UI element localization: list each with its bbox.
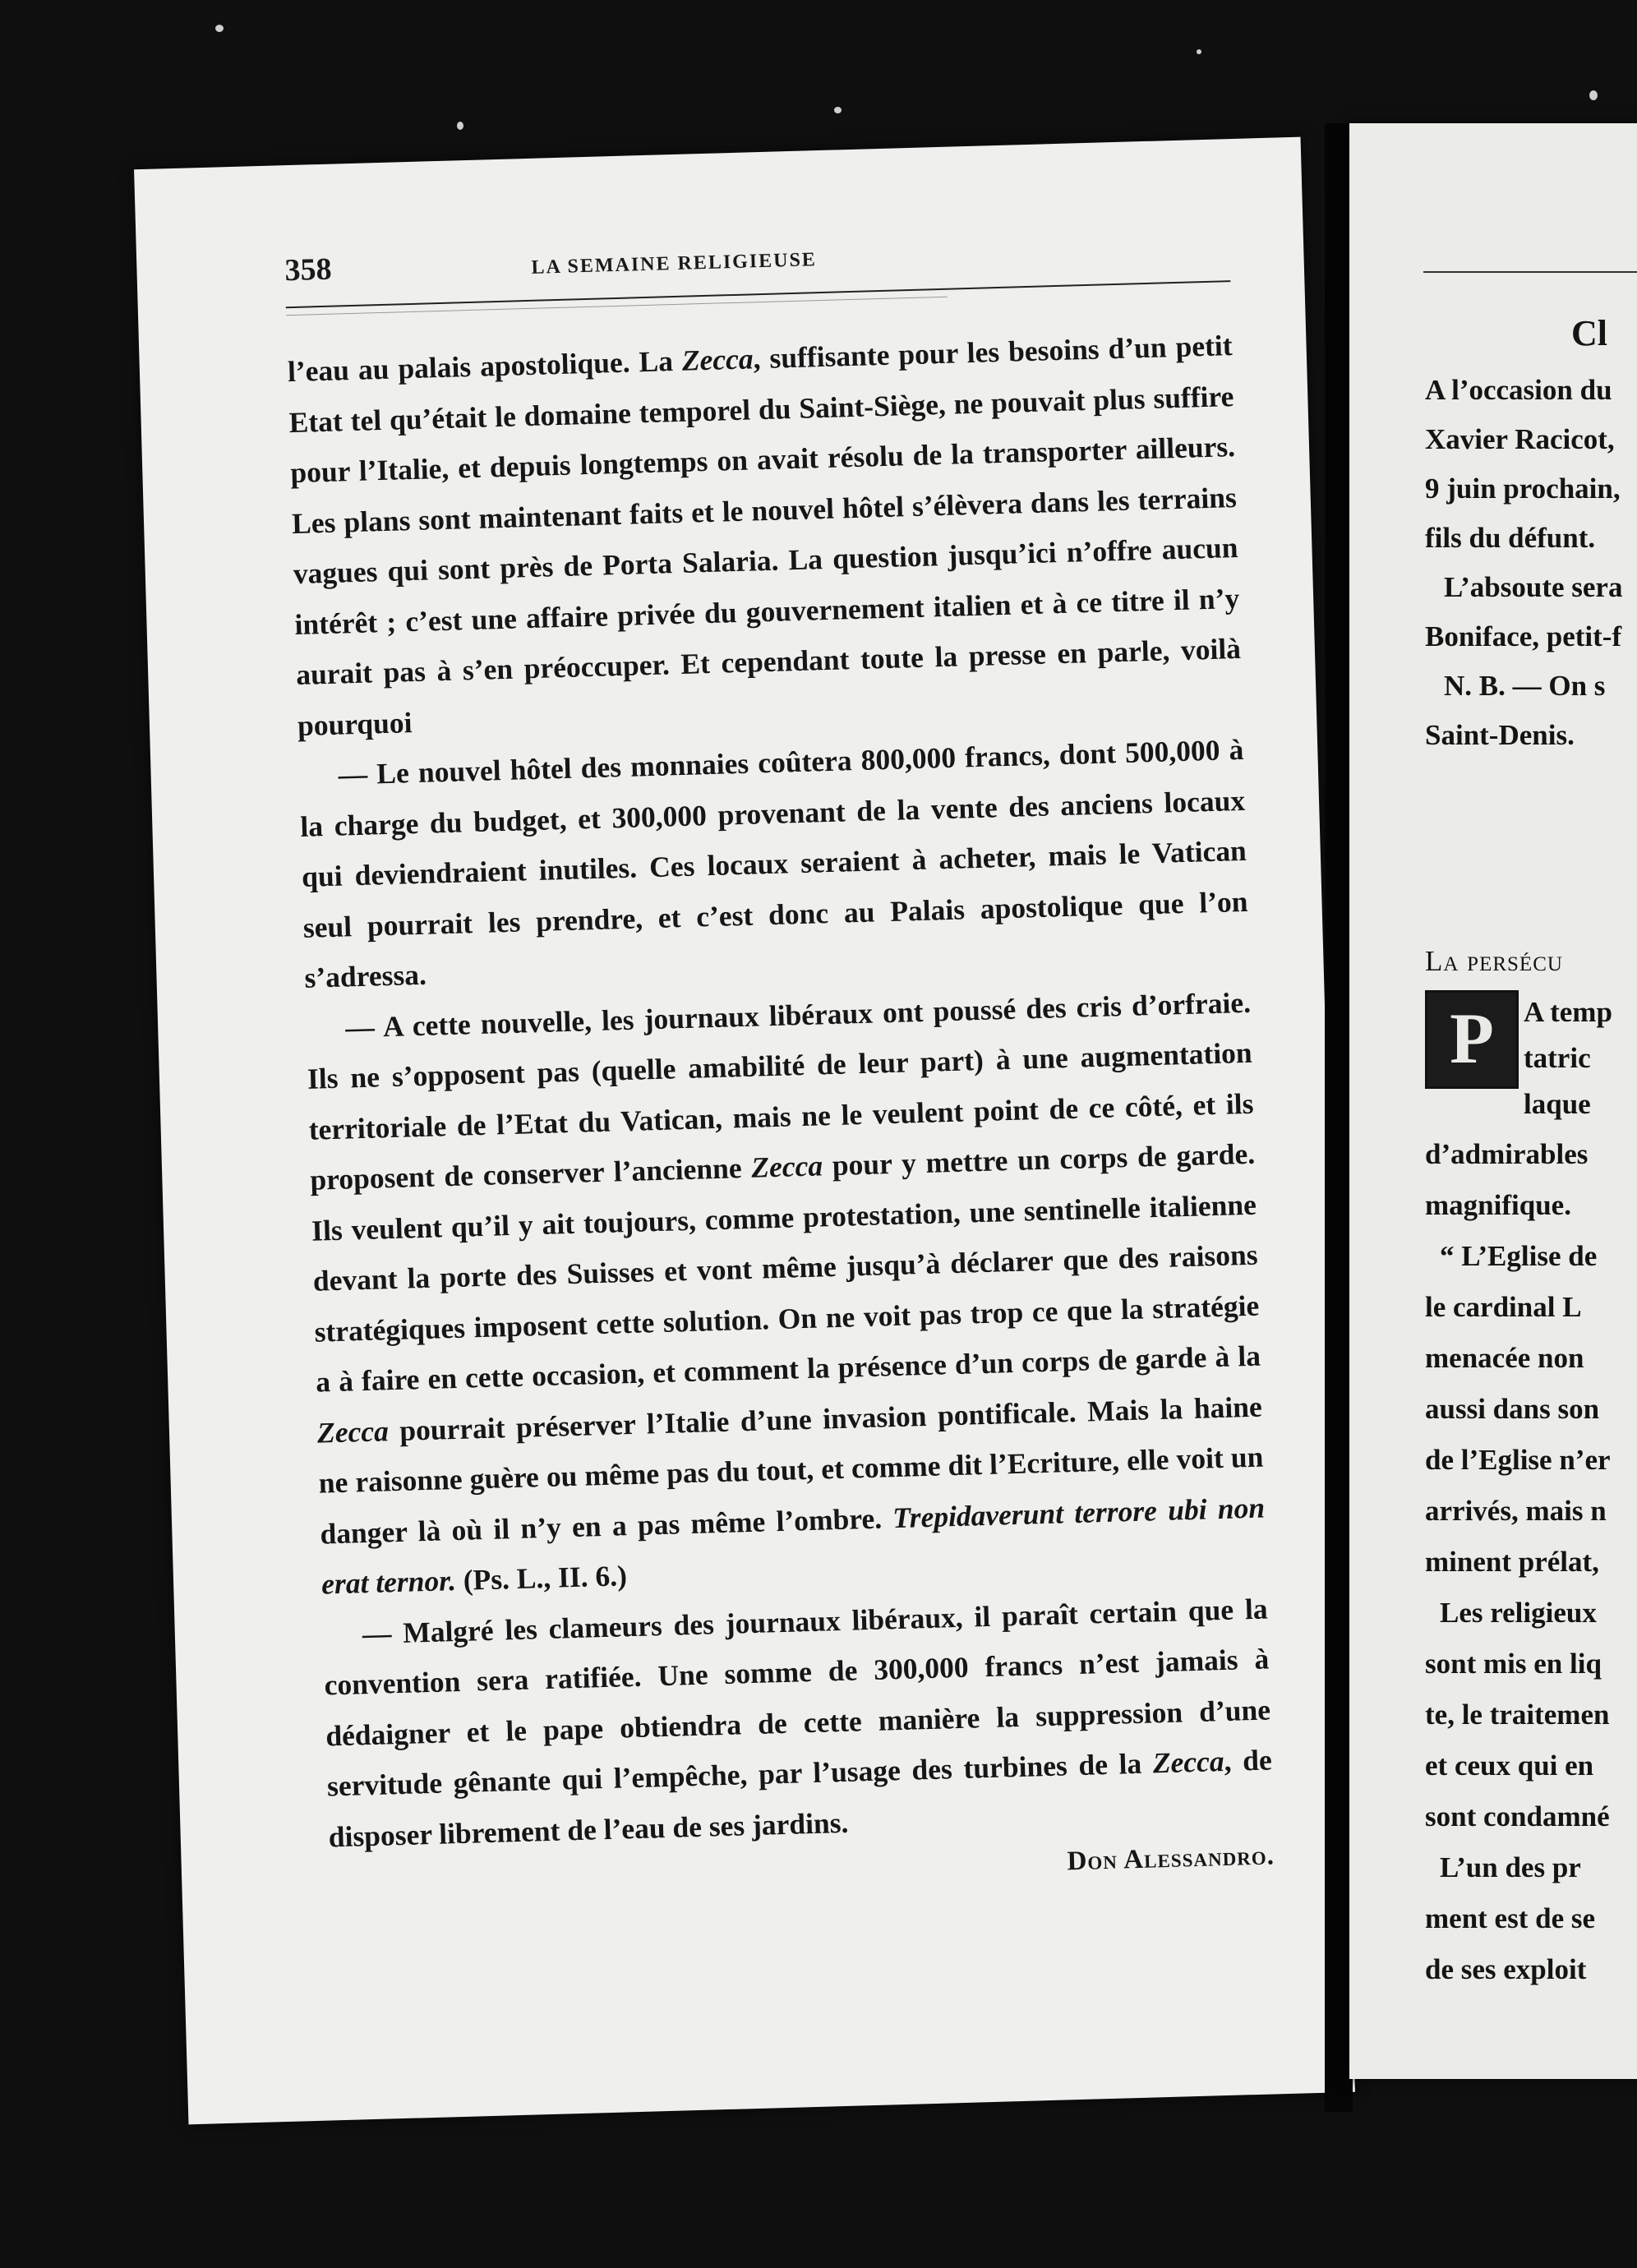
paragraph-text: l’eau au palais apostolique. La bbox=[287, 343, 683, 389]
running-title: LA SEMAINE RELIGIEUSE bbox=[531, 249, 818, 279]
article-paragraph bbox=[287, 320, 1243, 751]
right-page-line: sont condamné bbox=[1425, 1800, 1610, 1832]
paragraph-text: pourrait préserver l’Italie d’une invasion pontificale. Mais la haine ne raisonne guère ou même pas du tout, et comme dit l’Ecriture, elle voit un danger là où il n’y en a pas même l’ombre. bbox=[318, 1390, 1264, 1551]
scan-speck bbox=[215, 25, 224, 32]
italic-text: Zecca bbox=[681, 342, 754, 377]
decorative-dropcap: P bbox=[1425, 990, 1519, 1089]
page-header bbox=[284, 226, 1230, 288]
header-rule-faint bbox=[286, 297, 948, 316]
scan-speck bbox=[1589, 90, 1598, 100]
italic-text: Zecca bbox=[316, 1413, 390, 1450]
paragraph-text: pour y mettre un corps de garde. Ils veulent qu’il y ait toujours, comme protestation, une sentinelle italienne devant la porte des Suisses et vont même jusqu’à déclarer que des raisons stratégiques imposent cette solution. On ne voit pas trop ce que la stratégie a à faire en cette occasion, et comment la présence d’un corps de garde à la bbox=[311, 1136, 1261, 1399]
right-page-line: minent prélat, bbox=[1425, 1546, 1599, 1578]
right-page-line: de l’Eglise n’er bbox=[1425, 1444, 1611, 1476]
paragraph-text: , de disposer librement de l’eau de ses jardins. bbox=[328, 1743, 1273, 1853]
paragraph-text: (Ps. L., II. 6.) bbox=[455, 1559, 628, 1597]
author-signature: Don Alessandro. bbox=[1067, 1841, 1275, 1877]
right-page-line: tatric bbox=[1524, 1042, 1591, 1074]
paragraph-text: , suffisante pour les besoins d’un petit Etat tel qu’était le domaine temporel du Saint-Siège, ne pouvait plus suffire pour l’Italie, et depuis longtemps on avait résolu de la transporter ailleurs. Les plans sont maintenant faits et le nouvel hôtel s’élèvera dans les terrains vagues qui sont près de Porta Salaria. La question jusqu’ici n’offre aucun intérêt ; c’est une affaire privée du gouvernement italien et à ce titre il n’y aurait pas à s’en préoccuper. Et cependant toute la presse en parle, voilà pourquoi bbox=[288, 329, 1242, 742]
right-page-title-fragment: Cl bbox=[1571, 313, 1607, 353]
article-paragraph bbox=[322, 1583, 1274, 1862]
page-number: 358 bbox=[284, 251, 333, 288]
right-page-line: A l’occasion du bbox=[1425, 374, 1612, 406]
right-page-line: A temp bbox=[1524, 996, 1612, 1028]
left-page-content bbox=[284, 226, 1275, 1897]
article-body bbox=[287, 320, 1274, 1862]
italic-text: Trepidaverunt terrore ubi non erat ternor. bbox=[320, 1491, 1266, 1601]
right-page-line: et ceux qui en bbox=[1425, 1749, 1594, 1782]
right-page-line: aussi dans son bbox=[1425, 1393, 1600, 1425]
right-page-line: le cardinal L bbox=[1425, 1291, 1582, 1323]
right-page-line: 9 juin prochain, bbox=[1425, 472, 1621, 505]
right-page-line: N. B. — On s bbox=[1444, 670, 1606, 702]
right-page-line: te, le traitemen bbox=[1425, 1699, 1610, 1731]
paragraph-text: — Le nouvel hôtel des monnaies coûtera 800,000 francs, dont 500,000 à la charge du budget, et 300,000 provenant de la vente des anciens locaux qui deviendraient inutiles. Ces locaux seraient à acheter, mais le Vatican seul pourrait les prendre, et c’est donc au Palais apostolique que l’on s’adressa. bbox=[299, 732, 1248, 994]
right-page-line: Boniface, petit-f bbox=[1425, 620, 1622, 652]
paragraph-text: — A cette nouvelle, les journaux libéraux ont poussé des cris d’orfraie. Ils ne s’opposent pas (quelle amabilité de leur part) à une augmentation territoriale de l’Etat du Vatican, mais ne le veulent point de ce côté, et ils proposent de conserver l’ancienne bbox=[307, 985, 1254, 1196]
left-page bbox=[134, 137, 1355, 2125]
right-page-line: L’un des pr bbox=[1440, 1851, 1581, 1883]
right-page-line: magnifique. bbox=[1425, 1189, 1571, 1221]
right-page-line: sont mis en liq bbox=[1425, 1648, 1602, 1680]
right-page-line: L’absoute sera bbox=[1444, 571, 1623, 603]
paragraph-text: — Malgré les clameurs des journaux libéraux, il paraît certain que la convention sera ratifiée. Une somme de 300,000 francs n’est jamais à dédaigner et le pape obtiendra de cette manière la suppression d’une servitude gênante qui l’empêche, par l’usage des turbines de la bbox=[324, 1591, 1271, 1803]
right-page-line: fils du défunt. bbox=[1425, 522, 1596, 554]
scan-speck bbox=[457, 122, 463, 130]
right-page-line: ment est de se bbox=[1425, 1902, 1596, 1934]
scan-speck bbox=[834, 107, 842, 113]
italic-text: Zecca bbox=[1152, 1745, 1225, 1780]
right-page-line: d’admirables bbox=[1425, 1138, 1589, 1170]
right-page-line: Xavier Racicot, bbox=[1425, 423, 1615, 455]
right-page-line: Les religieux bbox=[1440, 1597, 1597, 1629]
right-page-line: laque bbox=[1524, 1088, 1591, 1120]
article-paragraph bbox=[298, 725, 1250, 1003]
right-header-rule bbox=[1423, 271, 1637, 273]
right-page-line: menacée non bbox=[1425, 1342, 1584, 1374]
right-page bbox=[1349, 123, 1637, 2079]
right-page-line: arrivés, mais n bbox=[1425, 1495, 1607, 1527]
scan-speck bbox=[1197, 49, 1201, 54]
right-page-line: Saint-Denis. bbox=[1425, 719, 1575, 751]
right-page-line: de ses exploit bbox=[1425, 1953, 1587, 1985]
book-gutter bbox=[1325, 123, 1353, 2112]
right-section-heading: La persécu bbox=[1425, 945, 1563, 977]
right-page-line: “ L’Eglise de bbox=[1440, 1240, 1598, 1272]
italic-text: Zecca bbox=[750, 1149, 823, 1184]
article-paragraph bbox=[305, 977, 1266, 1610]
